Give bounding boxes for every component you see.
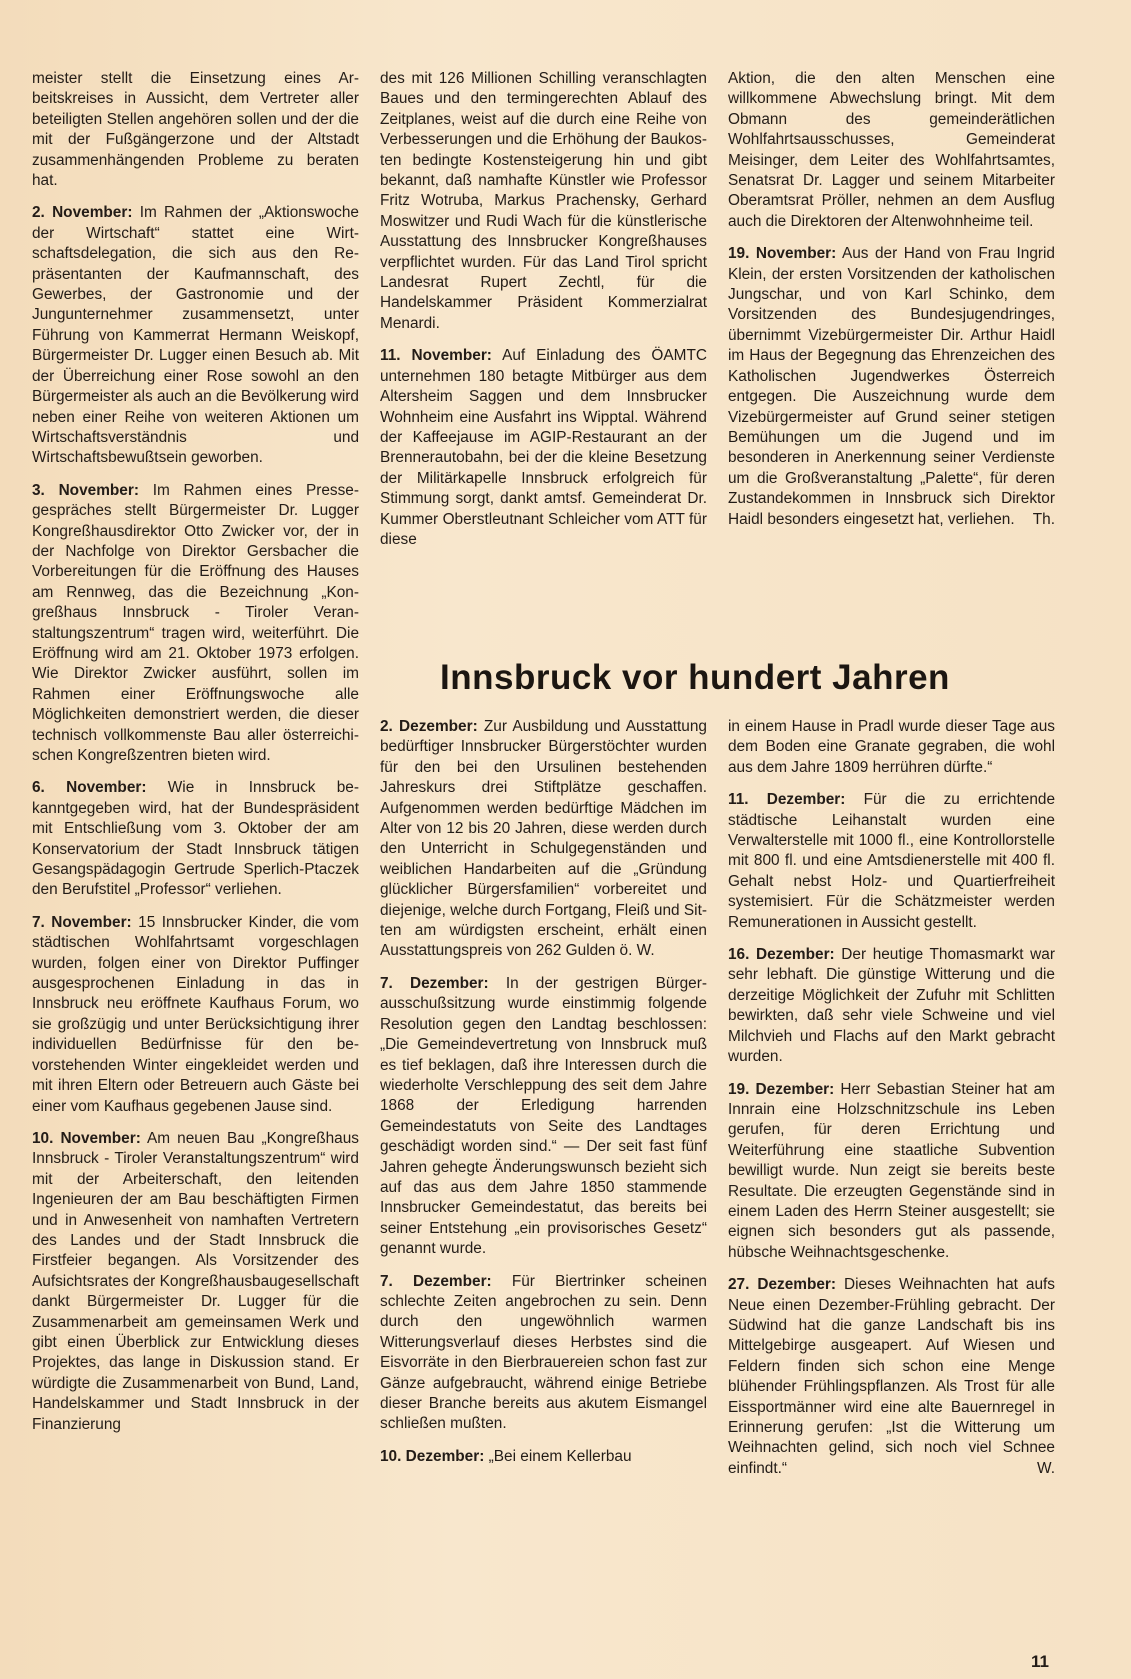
paragraph-text: meister stellt die Einsetzung eines Arbeitskreises in Aussicht, dem Vertreter aller beteiligten Stellen angehören sollen und der die mit der Fußgängerzone und der Altstadt zusammenhängenden Probleme zu beraten hat. [32,70,359,190]
article-paragraph [32,69,359,191]
article-paragraph [32,1129,359,1435]
author-signature: Th. [1032,510,1055,528]
paragraph-text: Für die zu errichtende städtische Leihanstalt wurden eine Verwalterstelle mit 1000 fl., eine Kontrollorstelle mit 800 fl. und eine Amtsdienerstelle mit 400 fl. Gehalt nebst Holz- und Quartierfreiheit systemisiert. Für die Schätzmeister werden Remunerationen in Aussicht gestellt. [728,791,1056,931]
article-paragraph [380,717,707,962]
article-paragraph [380,1272,707,1435]
column-4 [380,717,707,1467]
article-paragraph [32,481,359,767]
article-paragraph [728,945,1055,1067]
paragraph-text: Zur Ausbildung und Ausstattung bedürftiger Innsbrucker Bürgerstöchter wurden für den bei den Ursulinen bestehenden Jahreskurs drei Stiftplätze geschaffen. Aufgenommen werden bedürftige Mädchen im Alter von 12 bis 20 Jahren, diese werden durch den Unterricht in Schulgegenständen und weiblichen Handarbeiten auf die „Gründung glücklicher Bürgersfamilien“ vorbereitet und diejenige, welche durch Fortgang, Fleiß und Sitten am würdigsten erscheint, erhält einen Ausstattungspreis von 262 Gulden ö. W. [380,718,707,960]
date-label: 27. Dezember: [728,1276,837,1294]
section-heading: Innsbruck vor hundert Jahren [440,658,950,697]
date-label: 6. November: [32,779,147,797]
article-paragraph [380,974,707,1260]
paragraph-text: Auf Einladung des ÖAMTC unternehmen 180 betagte Mitbürger aus dem Altersheim Saggen und dem Innsbrucker Wohnheim eine Ausfahrt ins Wipptal. Während der Kaffeejause im AGIP-Restaurant an der Brennerautobahn, bei der die kleine Besetzung der Militärkapelle Innsbruck erfolgreich für Stimmung sorgt, dankt amtsf. Gemeinderat Dr. Kummer Oberstleutnant Schleicher vom ATT für diese [380,347,707,548]
column-2 [380,69,707,550]
paragraph-text: Am neuen Bau „Kongreßhaus Innsbruck - Tiroler Veranstaltungszentrum“ wird mit der Arbeiterschaft, den leitenden Ingenieuren der am Bau beschäftigten Firmen und in Anwesenheit von namhaften Vertretern des Landes und der Stadt Innsbruck die Firstfeier begangen. Als Vorsitzender des Aufsichtsrates der Kongreßhausbaugesellschaft dankt Bürgermeister Dr. Lugger für die Zusammenarbeit am gemeinsamen Werk und gibt einen Überblick zur Entwicklung dieses Projektes, das lange in Diskussion stand. Er würdigte die Zusammenarbeit von Bund, Land, Handelskammer und Stadt Innsbruck in der Finanzierung [32,1129,359,1433]
article-paragraph [728,790,1055,933]
date-label: 16. Dezember: [728,946,835,964]
date-label: 2. November: [32,204,133,222]
paragraph-text: in einem Hause in Pradl wurde dieser Tage aus dem Boden eine Granate gegraben, die wohl aus dem Jahre 1809 herrühren dürfte.“ [728,718,1055,776]
date-label: 2. Dezember: [380,718,478,735]
paragraph-text: Dieses Weihnachten hat aufs Neue einen Dezember-Frühling gebracht. Der Südwind hat die ganze Landschaft bis ins Mittelgebirge ausgeapert. Auf Wiesen und Feldern finden sich schon eine Menge blühender Frühlingspflanzen. Als Trost für alle Eissportmänner wird eine alte Bauernregel in Erinnerung gerufen: „Ist die Witterung um Weihnachten gelind, sich noch viel Schnee einfindt.“ [728,1276,1055,1477]
date-label: 19. Dezember: [728,1080,835,1098]
paragraph-text: Herr Sebastian Steiner hat am Innrain eine Holzschnitzschule ins Leben gerufen, für deren Errichtung und Weiterführung eine staatliche Subvention bewilligt wurde. Nun zeigt sie bereits beste Resultate. Die erzeugten Gegenstände sind in einem Laden des Herrn Steiner ausgestellt; sie eignen sich besonders gut als passende, hübsche Weihnachtsgeschenke. [728,1080,1055,1261]
paragraph-text: Aktion, die den alten Menschen eine willkommene Abwechslung bringt. Mit dem Obmann des gemeinderätlichen Wohlfahrtsausschusses, Gemeinderat Meisinger, dem Leiter des Wohlfahrtsamtes, Senatsrat Dr. Lagger und seinem Mitarbeiter Oberamtsrat Pröller, nehmen an dem Ausflug auch die Direktoren der Altenwohnheime teil. [728,70,1055,230]
paragraph-text: In der gestrigen Bürgerausschußsitzung wurde einstimmig folgende Resolution gegen den Landtag beschlossen: „Die Gemeindevertretung von Innsbruck muß es tief beklagen, daß ihre Interessen durch die wiederholte Verschleppung des seit dem Jahre 1868 der Erledigung harrenden Gemeindestatuts von Seite des Landtages geschädigt worden sind.“ — Der seit fast fünf Jahren gehegte Änderungswunsch bezieht sich auf das aus dem Jahre 1850 stammende Innsbrucker Gemeindestatut, das bereits bei seiner Entstehung „ein provisorisches Gesetz“ genannt wurde. [380,974,707,1258]
date-label: 7. November: [32,913,132,931]
date-label: 10. November: [32,1129,141,1147]
paragraph-text: Im Rahmen der „Aktionswoche der Wirtschaft“ stattet eine Wirtschaftsdelegation, die sich aus den Repräsentanten der Kaufmannschaft, des Gewerbes, der Gastronomie und der Jungunternehmer zusammensetzt, unter Führung von Kammerrat Hermann Weiskopf, Bürgermeister Dr. Lugger einen Besuch ab. Mit der Überreichung einer Rose sowohl an den Bürgermeister als auch an die Bevölkerung wird neben einer Reihe von weiteren Aktionen um Wirtschaftsverständnis und Wirtschaftsbewußtsein geworben. [32,204,359,467]
article-paragraph [728,717,1055,778]
paragraph-text: Wie in Innsbruck bekanntgegeben wird, hat der Bundespräsident mit Entschließung vom 3. Oktober der am Konservatorium der Stadt Innsbruck tätigen Gesangspädagogin Gertrude Sperlich-Ptaczek den Berufstitel „Professor“ verliehen. [32,779,359,899]
column-1 [32,69,359,1435]
paragraph-text: Für Biertrinker scheinen schlechte Zeiten angebrochen zu sein. Denn durch den ungewöhnlich warmen Witterungsverlauf dieses Herbstes sind die Eisvorräte in den Bierbrauereien schon fast zur Gänze aufgebraucht, während einige Betriebe dieser Branche bereits aus akutem Eismangel schließen mußten. [380,1272,707,1433]
date-label: 19. November: [728,245,837,263]
article-paragraph [380,69,707,334]
date-label: 11. November: [380,347,492,365]
paragraph-text: Im Rahmen eines Pressegespräches stellt Bürgermeister Dr. Lugger Kongreßhausdirektor Otto Zwicker vor, der in der Nachfolge von Direktor Gersbacher die Vorbereitungen für die Eröffnung des Hauses am Rennweg, das die Bezeichnung „Kongreßhaus Innsbruck - Tiroler Veranstaltungszentrum“ tragen wird, weiterführt. Die Eröffnung wird am 21. Oktober 1973 erfolgen. Wie Direktor Zwicker ausführt, sollen im Rahmen einer Eröffnungswoche alle Möglichkeiten demonstriert werden, die dieser technisch vollkommenste Bau aller österreichischen Kongreßzentren bieten wird. [32,481,359,764]
date-label: 7. Dezember: [380,1272,492,1290]
article-paragraph [380,346,707,550]
article-paragraph [380,1447,707,1467]
paragraph-text: des mit 126 Millionen Schilling veranschlagten Baues und den termingerechten Ablauf des Zeitplanes, weist auf die durch eine Reihe von Verbesserungen und die Erhöhung der Baukosten bedingte Kostensteigerung hin und gibt bekannt, daß namhafte Künstler wie Professor Fritz Wotruba, Markus Prachensky, Gerhard Moswitzer und Rudi Wach für die künstlerische Ausstattung des Innsbrucker Kongreßhauses verpflichtet wurden. Für das Land Tirol spricht Landesrat Rupert Zechtl, für die Handelskammer Präsident Kommerzialrat Menardi. [380,70,707,332]
article-paragraph [32,203,359,468]
paragraph-text: Aus der Hand von Frau Ingrid Klein, der ersten Vorsitzenden der katholischen Jungschar, und von Karl Schinko, dem Vorsitzenden des Bundesjugendringes, übernimmt Vizebürgermeister Dir. Arthur Haidl im Haus der Begegnung das Ehrenzeichen des Katholischen Jugendwerkes Österreich entgegen. Die Auszeichnung wurde dem Vizebürgermeister auf Grund seiner stetigen Bemühungen um die Jugend und im besonderen in Anerkennung seiner Verdienste um die Großveranstaltung „Palette“, für deren Zustandekommen in Innsbruck sich Direktor Haidl besonders eingesetzt hat, verliehen. [728,245,1055,528]
article-paragraph [32,913,359,1117]
article-paragraph [728,69,1055,232]
date-label: 10. Dezember: [380,1447,485,1465]
date-label: 7. Dezember: [380,974,489,992]
paragraph-text: 15 Innsbrucker Kinder, die vom städtischen Wohlfahrtsamt vorgeschlagen wurden, folgen einer von Direktor Puffinger ausgesprochenen Einladung in das in Innsbruck neu eröffnete Kaufhaus Forum, wo sie großzügig und unter Berücksichtigung ihrer individuellen Bedürfnisse für den bevorstehenden Winter eingekleidet werden und mit ihren Eltern oder Betreuern auch Gäste bei einer vom Kaufhaus gegebenen Jause sind. [32,913,359,1115]
article-paragraph [728,244,1055,530]
article-paragraph [32,778,359,900]
column-5 [728,717,1055,1479]
date-label: 11. Dezember: [728,791,846,809]
author-signature: W. [1037,1459,1055,1477]
article-paragraph [728,1080,1055,1264]
date-label: 3. November: [32,481,139,499]
page-number: 11 [1031,1652,1049,1671]
paragraph-text: Der heutige Thomasmarkt war sehr lebhaft. Die günstige Witterung und die derzeitige Möglichkeit der Zufuhr mit Schlitten bewirkten, daß sehr viele Schweine und viel Milchvieh und Flachs auf den Markt gebracht wurden. [728,946,1055,1066]
paragraph-text: „Bei einem Kellerbau [484,1447,632,1465]
article-paragraph [728,1275,1055,1479]
column-3 [728,69,1055,530]
